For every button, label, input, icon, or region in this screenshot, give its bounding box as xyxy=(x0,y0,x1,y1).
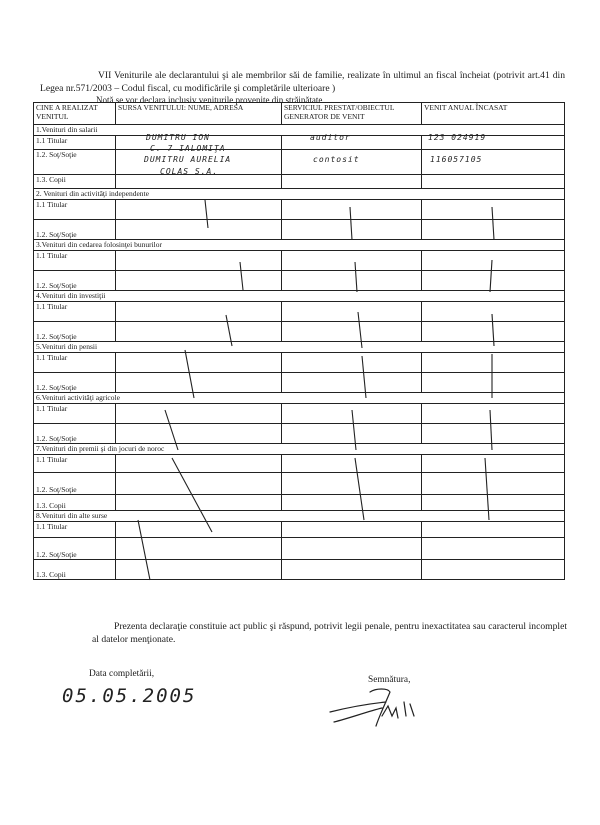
row-label: 1.1 Titular xyxy=(34,251,116,271)
row-label: 1.2. Soţ/Soţie xyxy=(34,424,116,444)
signature xyxy=(326,682,436,734)
section-header: VII Veniturile ale declarantului şi ale membrilor săi de familie, realizate în ultimul an fiscal încheiat (potrivit art.41 din Legea nr.571/2003 – Codul fiscal, cu modificările şi completările ulterioare ) xyxy=(40,70,565,94)
row-label: 1.1 Titular xyxy=(34,455,116,473)
row-label: 1.1 Titular xyxy=(34,353,116,373)
col-header-source: SURSA VENITULUI: NUME, ADRESA xyxy=(116,103,282,125)
row-label: 1.1 Titular xyxy=(34,200,116,220)
col-header-who: CINE A REALIZAT VENITUL xyxy=(34,103,116,125)
hw-spouse-source-addr: COLAS S.A. xyxy=(160,167,219,176)
row-label: 1.1 Titular xyxy=(34,302,116,322)
date-value: 05.05.2005 xyxy=(62,685,197,707)
hw-titular-service: auditor xyxy=(310,133,351,142)
section-title: 6.Venituri activităţi agricole xyxy=(34,393,565,404)
income-table xyxy=(33,102,565,580)
section-title: 3.Venituri din cedarea folosinţei bunurilor xyxy=(34,240,565,251)
section-title: 4.Venituri din investiţii xyxy=(34,291,565,302)
note-text: Notă se vor declara inclusiv veniturile provenite din străinătate xyxy=(96,95,323,105)
section-title: 8.Venituri din alte surse xyxy=(34,511,565,522)
row-label: 1.1 Titular xyxy=(34,404,116,424)
row-label: 1.3. Copii xyxy=(34,560,116,580)
signature-label: Semnătura, xyxy=(368,675,411,685)
row-label: 1.3. Copii xyxy=(34,495,116,511)
row-label: 1.1 Titular xyxy=(34,136,116,150)
section-title: 7.Venituri din premii şi din jocuri de noroc xyxy=(34,444,565,455)
col-header-service: SERVICIUL PRESTAT/OBIECTUL GENERATOR DE VENIT xyxy=(282,103,422,125)
row-label: 1.3. Copii xyxy=(34,175,116,189)
row-label: 1.2. Soţ/Soţie xyxy=(34,150,116,175)
hw-spouse-source: DUMITRU AURELIA xyxy=(144,155,232,164)
table-header-row xyxy=(34,103,565,125)
hw-spouse-income: 116057105 xyxy=(430,155,483,164)
row-label: 1.2. Soţ/Soţie xyxy=(34,473,116,495)
footer-statement: Prezenta declaraţie constituie act public şi răspund, potrivit legii penale, pentru inexactitatea sau caracterul incomplet al datelor menţionate. xyxy=(92,621,567,645)
section-title: 1.Venituri din salarii xyxy=(34,125,565,136)
row-label: 1.2. Soţ/Soţie xyxy=(34,538,116,560)
row-label: 1.2. Soţ/Soţie xyxy=(34,271,116,291)
hw-spouse-service: contosit xyxy=(313,155,360,164)
section-title: 5.Venituri din pensii xyxy=(34,342,565,353)
col-header-income: VENIT ANUAL ÎNCASAT xyxy=(422,103,565,125)
row-label: 1.1 Titular xyxy=(34,522,116,538)
hw-titular-income: 123 024919 xyxy=(428,133,487,142)
row-label: 1.2. Soţ/Soţie xyxy=(34,322,116,342)
row-label: 1.2. Soţ/Soţie xyxy=(34,373,116,393)
date-label: Data completării, xyxy=(89,669,155,679)
row-label: 1.2. Soţ/Soţie xyxy=(34,220,116,240)
section-title: 2. Venituri din activităţi independente xyxy=(34,189,565,200)
hw-titular-source-addr: C. 7 IALOMIŢA xyxy=(150,144,226,153)
hw-titular-source: DUMITRU ION xyxy=(146,133,210,142)
